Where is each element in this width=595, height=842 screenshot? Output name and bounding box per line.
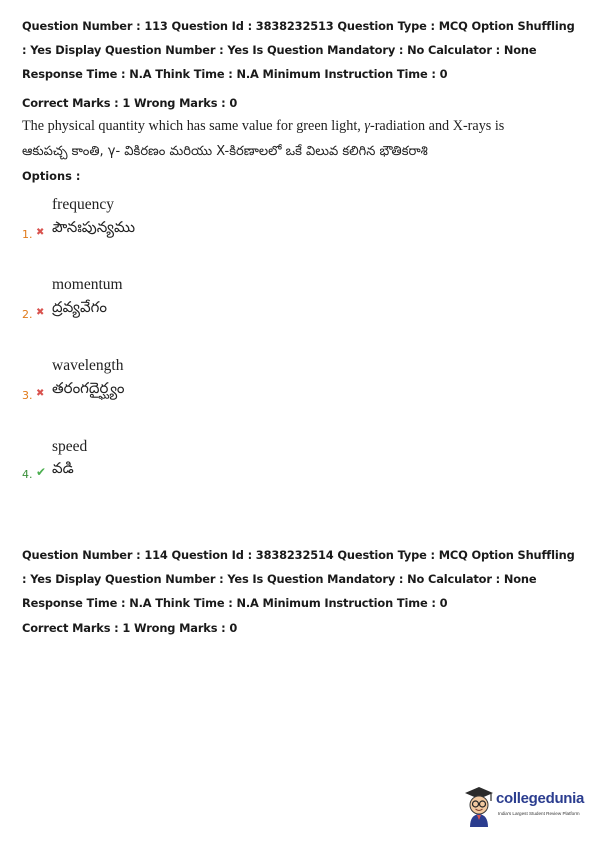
check-icon: ✔ [36, 465, 47, 479]
option-1-telugu: పౌనఃపున్యము [52, 218, 136, 236]
gamma-symbol: γ [364, 118, 370, 134]
logo-wordmark: collegedunia [496, 790, 585, 807]
question-text-part-a: The physical quantity which has same value for green light, [22, 118, 365, 134]
collegedunia-logo [462, 784, 588, 828]
cross-icon: ✖ [36, 307, 45, 318]
option-2-english: momentum [52, 276, 123, 293]
option-4-telugu: వడి [52, 459, 74, 477]
option-4-number: 4. [22, 468, 33, 481]
cross-icon: ✖ [36, 388, 45, 399]
option-4-english: speed [52, 438, 88, 455]
cross-icon: ✖ [36, 227, 45, 238]
options-label: Options : [22, 169, 81, 183]
option-1-english: frequency [52, 196, 114, 213]
question-114-marks: Correct Marks : 1 Wrong Marks : 0 [22, 621, 238, 635]
option-3-number: 3. [22, 389, 33, 402]
question-113-text-telugu: ఆకుపచ్చ కాంతి, γ- వికిరణం మరియు X-కిరణాలలో ఒకే విలువ కలిగిన భౌతికరాశి [22, 144, 428, 159]
question-text-part-b: -radiation and X-rays is [369, 118, 505, 134]
option-3-english: wavelength [52, 357, 124, 374]
option-3-telugu: తరంగదైర్ఘ్యం [52, 379, 125, 397]
question-113-meta: Question Number : 113 Question Id : 3838232513 Question Type : MCQ Option Shuffling : Yes Display Question Number : Yes Is Question Mandatory : No Calculator : None Response Time : N.A Think Time : N.A Minimum Instruction Time : 0 [22, 19, 575, 81]
logo-tagline: India's Largest Student Review Platform [498, 811, 580, 816]
option-1-number: 1. [22, 228, 33, 241]
question-113-text-english [22, 118, 504, 135]
option-2-telugu: ద్రవ్యవేగం [52, 298, 107, 316]
question-113-marks: Correct Marks : 1 Wrong Marks : 0 [22, 96, 238, 110]
option-2-number: 2. [22, 308, 33, 321]
mascot-icon [462, 784, 496, 828]
question-114-meta: Question Number : 114 Question Id : 3838232514 Question Type : MCQ Option Shuffling : Yes Display Question Number : Yes Is Question Mandatory : No Calculator : None Response Time : N.A Think Time : N.A Minimum Instruction Time : 0 [22, 548, 575, 610]
